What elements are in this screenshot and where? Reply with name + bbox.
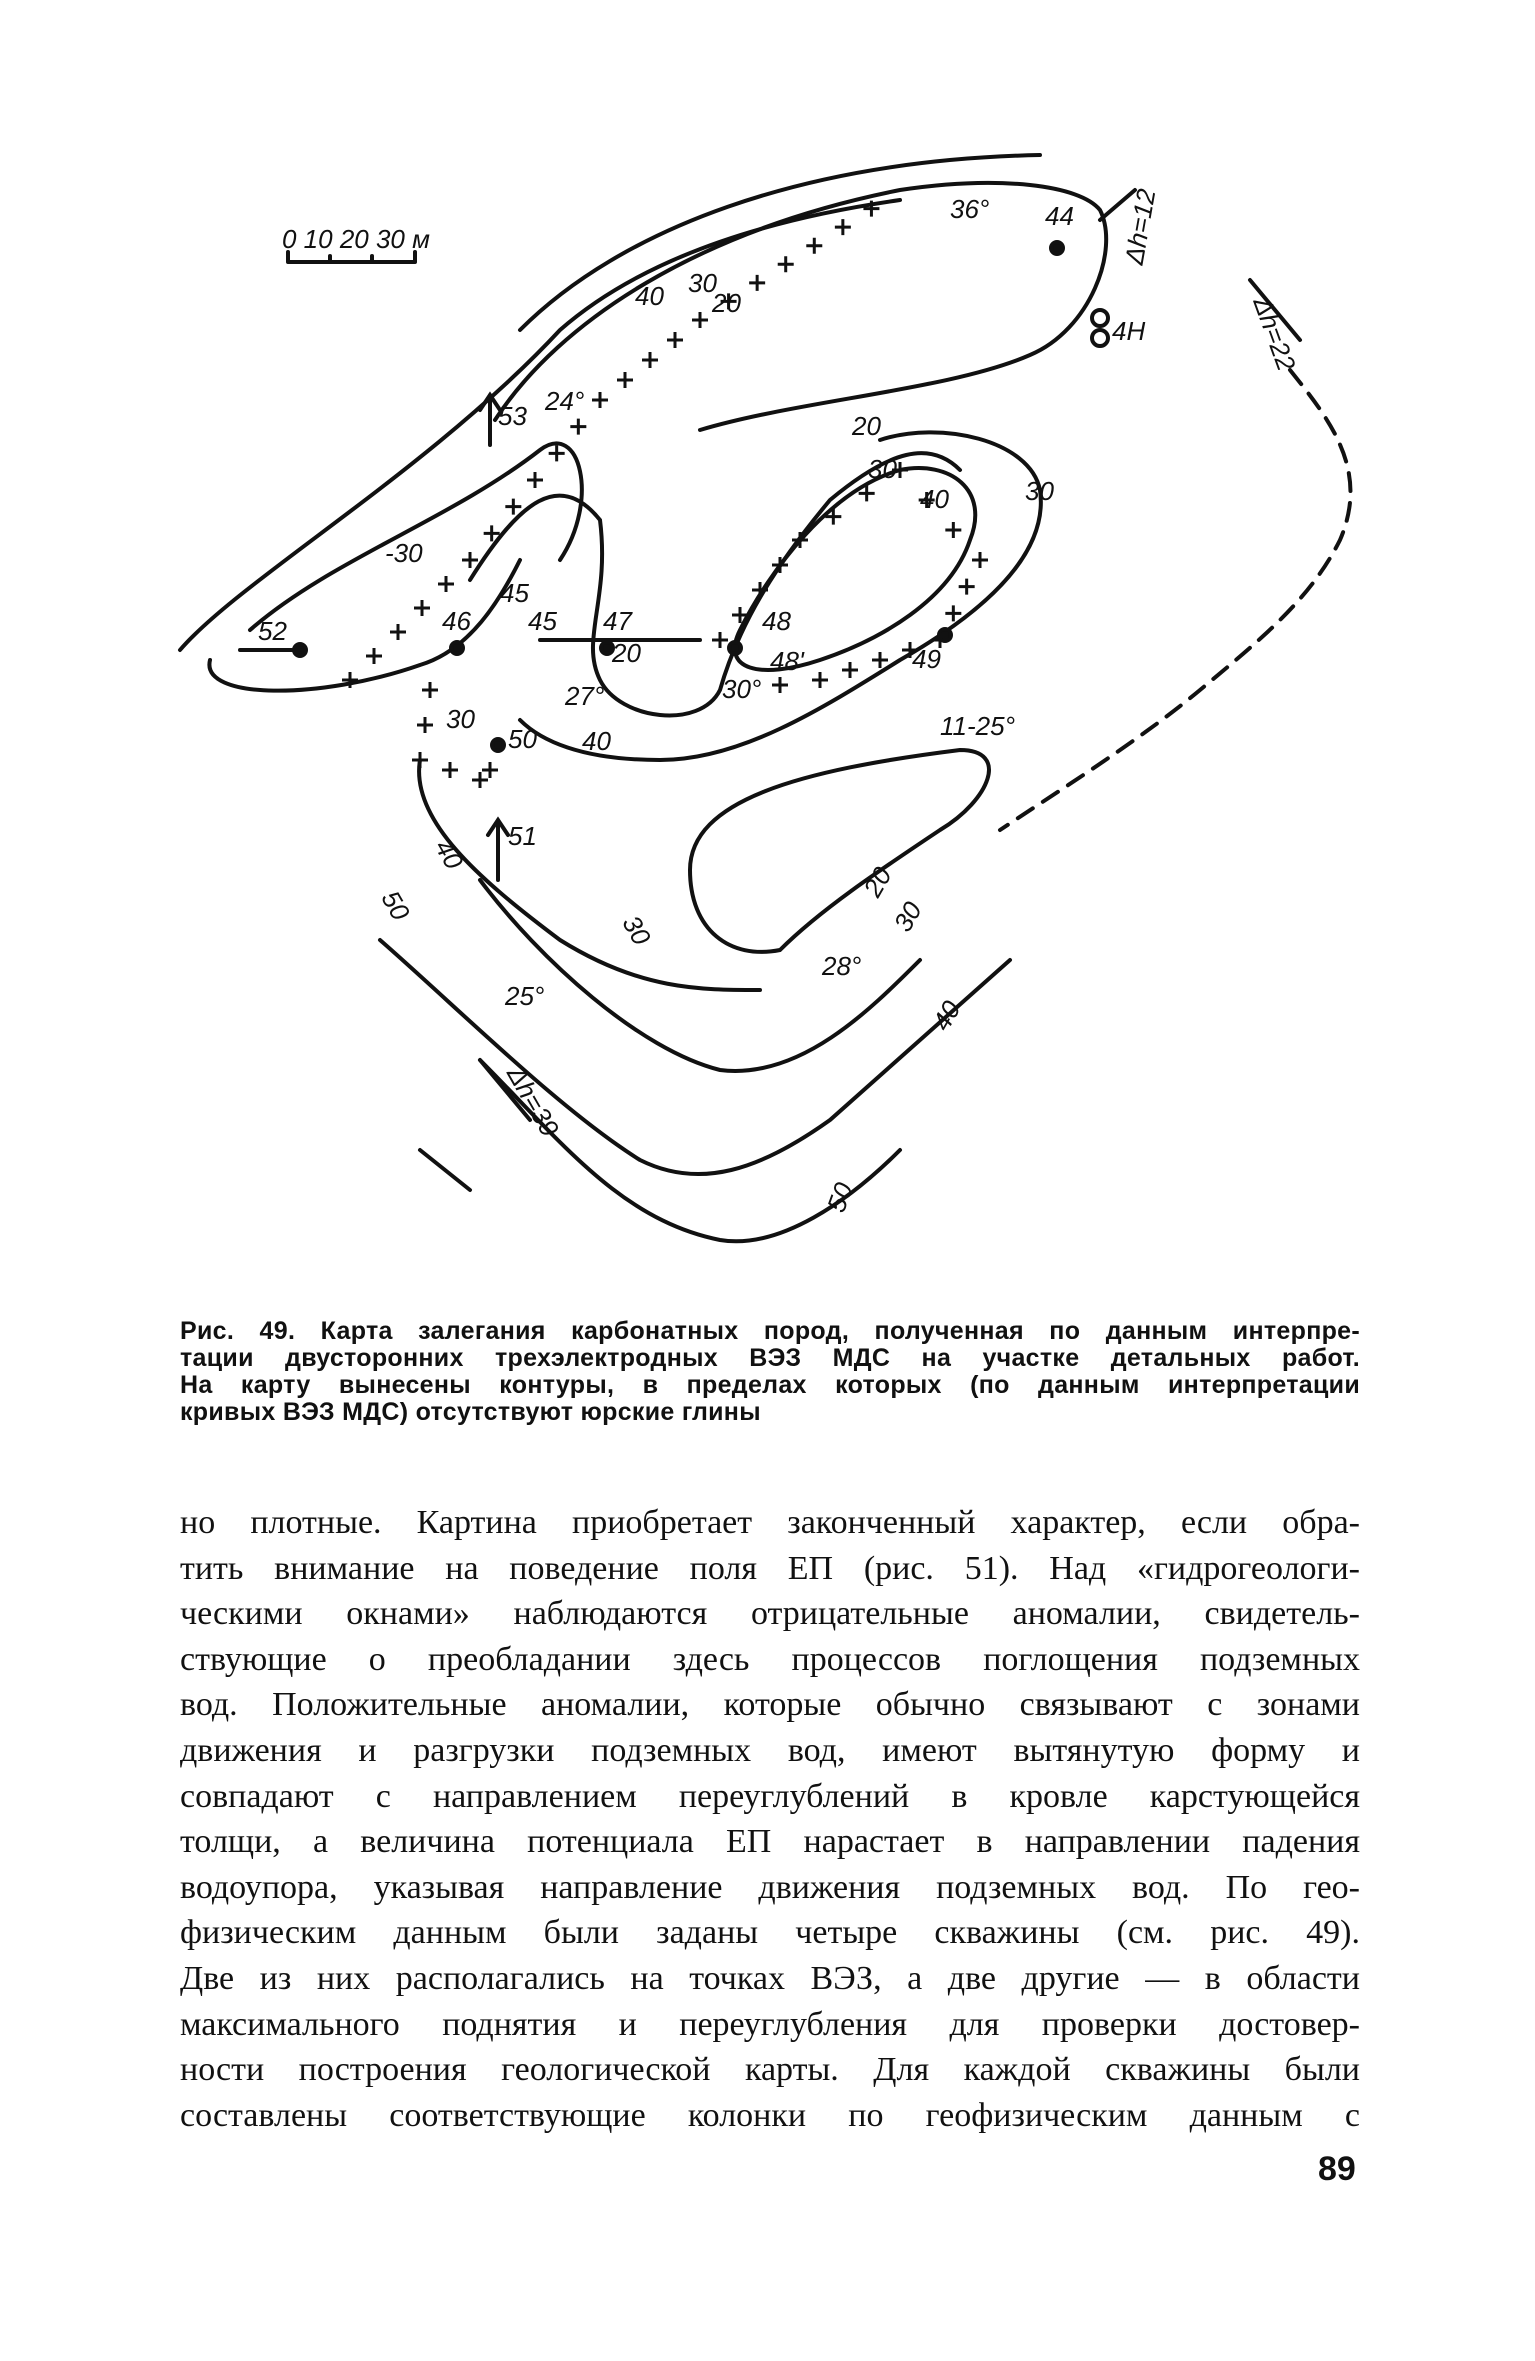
map-label: 30: [887, 896, 928, 937]
map-label: 20: [852, 411, 881, 441]
contour-line: [690, 750, 989, 952]
well-symbol: [1092, 330, 1108, 346]
caption-line: На карту вынесены контуры, в пределах которых (по данным интерпретации: [180, 1371, 1360, 1399]
cross-marker: [366, 648, 382, 664]
map-label: 51: [508, 821, 537, 851]
body-line: ности построения геологической карты. Для каждой скважины были: [180, 2051, 1360, 2089]
cross-marker: [417, 717, 433, 733]
body-line: Две из них располагались на точках ВЭЗ, а две другие — в области: [180, 1959, 1360, 1997]
well-symbol: [1051, 242, 1063, 254]
map-label: 40: [582, 726, 611, 756]
caption-line: тации двусторонних трехэлектродных ВЭЗ МДС на участке детальных работ.: [180, 1344, 1360, 1372]
body-line: ческими окнами» наблюдаются отрицательные аномалии, свидетель-: [180, 1595, 1360, 1633]
cross-marker: [842, 662, 858, 678]
map-label: 40: [920, 484, 949, 514]
cross-marker: [972, 552, 988, 568]
body-line: максимального поднятия и переуглубления для проверки достовер-: [180, 2005, 1360, 2043]
body-line: водоупора, указывая направление движения подземных вод. По гео-: [180, 1868, 1360, 1906]
map-label: 28°: [822, 951, 862, 981]
dip-arrow: [488, 820, 508, 880]
map-label: 27°: [565, 681, 605, 711]
contour-line: [180, 200, 900, 650]
map-label: 30: [1025, 476, 1054, 506]
cross-markers: [342, 201, 988, 788]
cross-marker: [667, 332, 683, 348]
body-line: вод. Положительные аномалии, которые обычно связывают с зонами: [180, 1686, 1360, 1724]
map-label: Δh=39: [501, 1060, 566, 1142]
contour-line: [419, 760, 760, 990]
map-label: -30: [385, 538, 423, 568]
cross-marker: [549, 445, 565, 461]
map-label: 30: [868, 454, 897, 484]
map-label: 45: [528, 606, 557, 636]
cross-marker: [438, 576, 454, 592]
cross-marker: [778, 256, 794, 272]
map-label: 4Н: [1112, 316, 1146, 346]
boundary-dashed: [1000, 370, 1350, 830]
well-symbol: [729, 642, 741, 654]
body-line: физическим данным были заданы четыре скважины (см. рис. 49).: [180, 1914, 1360, 1952]
cross-marker: [390, 624, 406, 640]
cross-marker: [472, 772, 488, 788]
map-label: 47: [603, 606, 632, 636]
map-label: 40: [926, 995, 967, 1036]
cross-marker: [462, 552, 478, 568]
cross-marker: [749, 275, 765, 291]
contour-line: [380, 940, 1010, 1174]
body-line: движения и разгрузки подземных вод, имеют вытянутую форму и: [180, 1731, 1360, 1769]
map-label: 52: [258, 616, 287, 646]
cross-marker: [570, 419, 586, 435]
map-label: 53: [498, 401, 527, 431]
cross-marker: [835, 219, 851, 235]
body-line: толщи, а величина потенциала ЕП нарастает в направлении падения: [180, 1823, 1360, 1861]
cross-marker: [872, 652, 888, 668]
page-number: 89: [1318, 2150, 1356, 2188]
cross-marker: [806, 238, 822, 254]
caption-line: кривых ВЭЗ МДС) отсутствуют юрские глины: [180, 1398, 761, 1426]
body-line: ствующие о преобладании здесь процессов поглощения подземных: [180, 1640, 1360, 1678]
map-label: 25°: [505, 981, 545, 1011]
map-label: 44: [1045, 201, 1074, 231]
map-label: 49: [912, 644, 941, 674]
cross-marker: [692, 312, 708, 328]
well-symbol: [451, 642, 463, 654]
cross-marker: [592, 392, 608, 408]
cross-marker: [412, 752, 428, 768]
map-label: 11-25°: [940, 711, 1015, 741]
scale-bar-label: 0 10 20 30 м: [282, 224, 430, 254]
well-symbol: [492, 739, 504, 751]
caption-line: Рис. 49. Карта залегания карбонатных пород, полученная по данным интерпре-: [180, 1317, 1360, 1345]
map-label: 30: [688, 268, 717, 298]
map-label: 50: [508, 724, 537, 754]
cross-marker: [617, 372, 633, 388]
map-label: Δh=12: [1118, 186, 1162, 267]
well-symbol: [1092, 310, 1108, 326]
map-label: 30: [446, 704, 475, 734]
body-line: составлены соответствующие колонки по геофизическим данным с: [180, 2096, 1360, 2134]
figure-caption: [180, 1318, 1360, 1426]
cross-marker: [527, 472, 543, 488]
map-label: Δh=22: [1247, 292, 1302, 375]
contour-line: [470, 453, 960, 715]
cross-marker: [414, 600, 430, 616]
map-label: 45: [500, 578, 529, 608]
map-label: 46: [442, 606, 471, 636]
contour-line: [250, 443, 582, 630]
map-label: 48': [770, 646, 804, 676]
body-line: совпадают с направлением переуглублений в кровле карстующейся: [180, 1777, 1360, 1815]
cross-marker: [945, 605, 961, 621]
contour-line: [520, 155, 1040, 330]
cross-marker: [482, 762, 498, 778]
body-line: тить внимание на поведение поля ЕП (рис. 51). Над «гидрогеологи-: [180, 1549, 1360, 1587]
map-label: 20: [857, 861, 898, 902]
cross-marker: [442, 762, 458, 778]
cross-marker: [772, 677, 788, 693]
map-label: 20: [612, 638, 641, 668]
map-label: 40: [428, 834, 470, 875]
map-label: 36°: [950, 194, 990, 224]
map-label: 30: [616, 910, 657, 951]
map-label: 20: [712, 288, 741, 318]
cross-marker: [422, 682, 438, 698]
cross-marker: [812, 672, 828, 688]
map-label: 48: [762, 606, 791, 636]
cross-marker: [712, 632, 728, 648]
map-label: 30°: [722, 674, 762, 704]
cross-marker: [945, 522, 961, 538]
map-label: 50: [375, 885, 416, 926]
cross-marker: [959, 579, 975, 595]
map-label: 50: [820, 1178, 859, 1217]
cross-marker: [505, 499, 521, 515]
map-label: 24°: [545, 386, 585, 416]
map-label: 40: [635, 281, 664, 311]
body-line: но плотные. Картина приобретает законченный характер, если обра-: [180, 1504, 1360, 1541]
cross-marker: [642, 352, 658, 368]
body-text: [180, 1500, 1360, 2138]
